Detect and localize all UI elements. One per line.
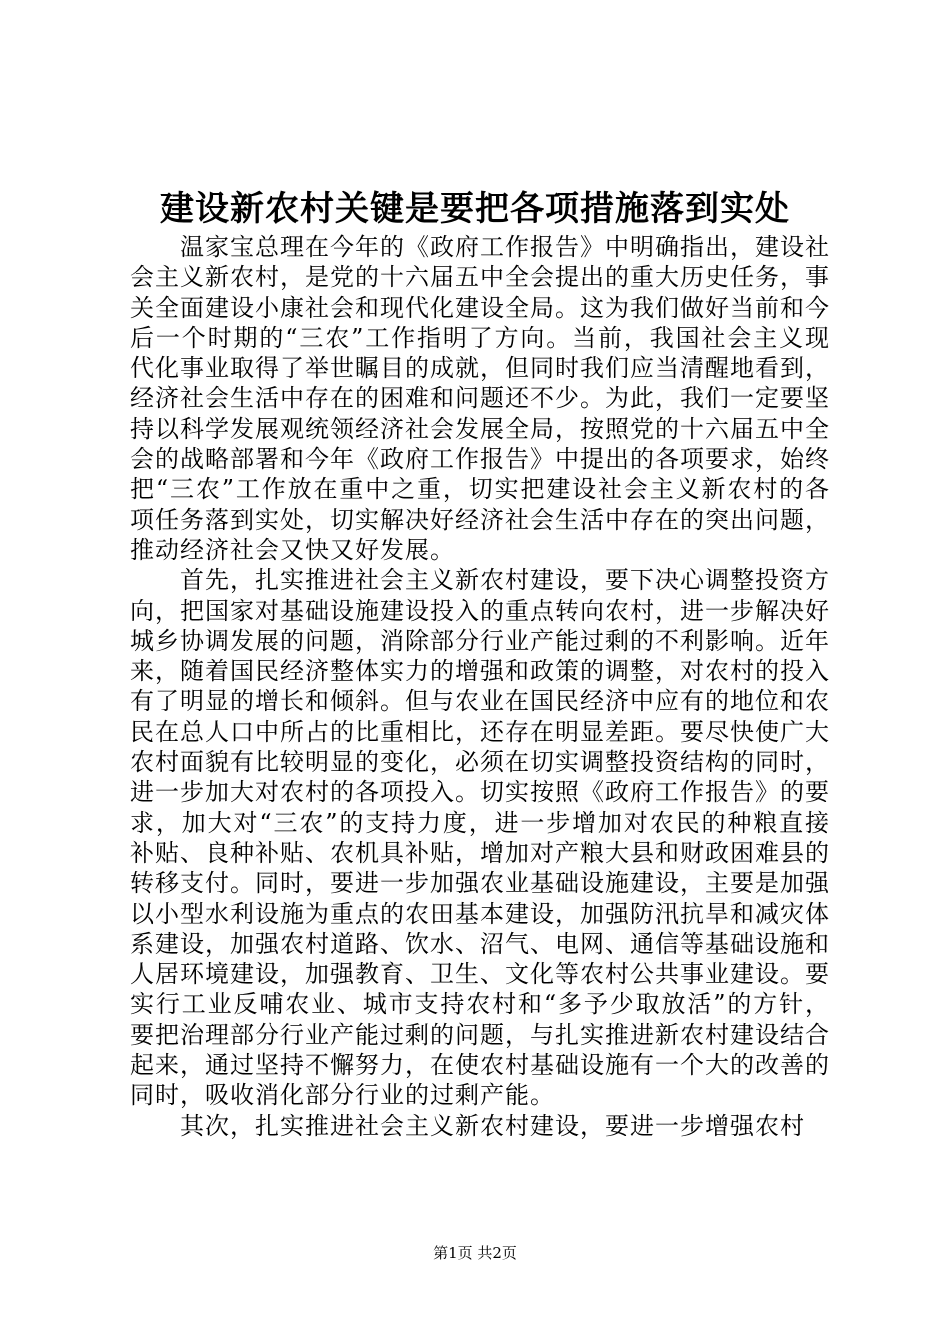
paragraph-intro: 温家宝总理在今年的《政府工作报告》中明确指出，建设社会主义新农村，是党的十六届五中全会提出的重大历史任务，事关全面建设小康社会和现代化建设全局。这为我们做好当前和今后一个时期的“三农”工作指明了方向。当前，我国社会主义现代化事业取得了举世瞩目的成就，但同时我们应当清醒地看到，经济社会生活中存在的困难和问题还不少。为此，我们一定要坚持以科学发展观统领经济社会发展全局，按照党的十六届五中全会的战略部署和今年《政府工作报告》中提出的各项要求，始终把“三农”工作放在重中之重，切实把建设社会主义新农村的各项任务落到实处，切实解决好经济社会生活中存在的突出问题，推动经济社会又快又好发展。 [130,233,830,564]
document-body [130,232,830,1141]
page-footer: 第1页 共2页 [433,1244,517,1262]
paragraph-second: 其次，扎实推进社会主义新农村建设，要进一步增强农村 [180,1111,805,1140]
document-title: 建设新农村关键是要把各项措施落到实处 [160,189,790,229]
paragraph-first: 首先，扎实推进社会主义新农村建设，要下决心调整投资方向，把国家对基础设施建设投入的重点转向农村，进一步解决好城乡协调发展的问题，消除部分行业产能过剩的不利影响。近年来，随着国民经济整体实力的增强和政策的调整，对农村的投入有了明显的增长和倾斜。但与农业在国民经济中应有的地位和农民在总人口中所占的比重相比，还存在明显差距。要尽快使广大农村面貌有比较明显的变化，必须在切实调整投资结构的同时，进一步加大对农村的各项投入。切实按照《政府工作报告》的要求，加大对“三农”的支持力度，进一步增加对农民的种粮直接补贴、良种补贴、农机具补贴，增加对产粮大县和财政困难县的转移支付。同时，要进一步加强农业基础设施建设，主要是加强以小型水利设施为重点的农田基本建设，加强防汛抗旱和减灾体系建设，加强农村道路、饮水、沼气、电网、通信等基础设施和人居环境建设，加强教育、卫生、文化等农村公共事业建设。要实行工业反哺农业、城市支持农村和“多予少取放活”的方针，要把治理部分行业产能过剩的问题，与扎实推进新农村建设结合起来，通过坚持不懈努力，在使农村基础设施有一个大的改善的同时，吸收消化部分行业的过剩产能。 [130,566,830,1110]
